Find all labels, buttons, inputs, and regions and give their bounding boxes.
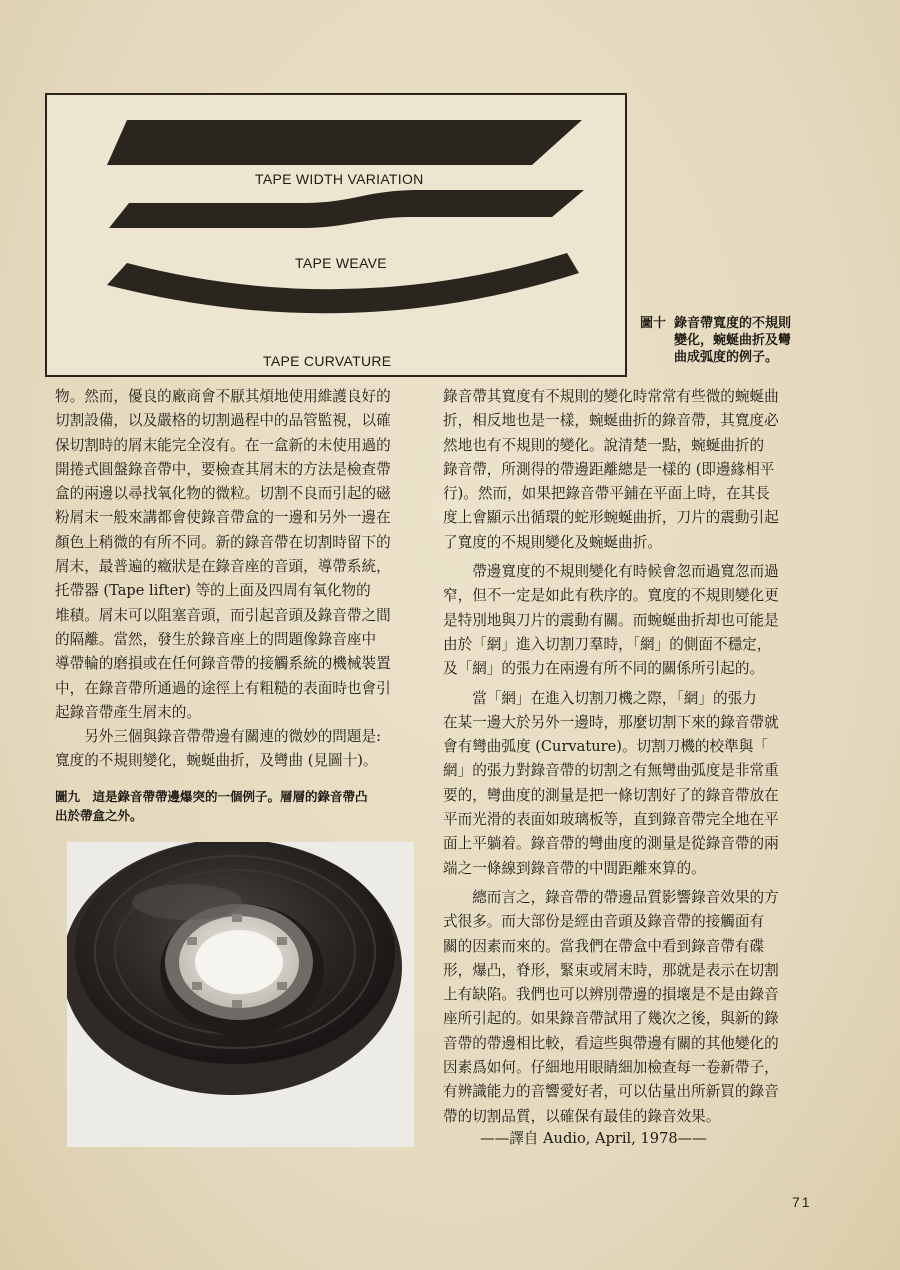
left-column: [55, 385, 412, 774]
text-line: 窄，但不一定是如此有秩序的。寬度的不規則變化更: [443, 587, 779, 605]
text-line: 錄音帶，所測得的帶邊距離總是一樣的 (即邊緣相平: [443, 460, 775, 478]
figure-9-photo: [67, 842, 414, 1147]
text-line: 中，在錄音帶所通過的途徑上有粗糙的表面時也會引: [55, 679, 391, 697]
text-line: 音帶的帶邊相比較，看這些與帶邊有關的其他變化的: [443, 1034, 779, 1052]
left-paragraph-1: [55, 385, 412, 725]
text-line: 當「網」在進入切割刀機之際，「網」的張力: [472, 689, 757, 707]
text-line: 托帶器 (Tape lifter) 等的上面及四周有氧化物的: [55, 582, 371, 600]
text-line: 會有彎曲弧度 (Curvature)。切割刀機的校準與「: [443, 738, 768, 756]
text-line: 導帶輪的磨損或在任何錄音帶的接觸系統的機械裝置: [55, 655, 391, 673]
tape-width-variation-shape: [107, 120, 582, 165]
left-paragraph-2: [55, 725, 412, 774]
text-line: 堆積。屑末可以阻塞音頭，而引起音頭及錄音帶之間: [55, 606, 391, 624]
label-tape-width-variation: TAPE WIDTH VARIATION: [255, 171, 424, 187]
figure-9-caption: [55, 787, 405, 825]
text-line: 關的因素而來的。當我們在帶盒中看到錄音帶有碟: [443, 937, 765, 955]
caption-9-line: 出於帶盒之外。: [55, 808, 143, 823]
text-line: 盒的兩邊以尋找氧化物的微粒。切割不良而引起的磁: [55, 485, 391, 503]
tape-reel-illustration: [67, 842, 414, 1147]
text-line: 網」的張力對錄音帶的切割之有無彎曲弧度是非常重: [443, 762, 779, 780]
right-paragraph-3: [443, 687, 813, 881]
text-line: 因素爲如何。仔細地用眼睛細加檢查每一卷新帶子，: [443, 1059, 779, 1077]
reel-highlight: [132, 884, 242, 920]
text-line: 座所引起的。如果錄音帶試用了幾次之後，與新的錄: [443, 1010, 779, 1028]
tape-shapes-svg: [47, 95, 625, 375]
text-line: 端之一條線到錄音帶的中間距離來算的。: [443, 859, 706, 877]
text-line: 錄音帶其寬度有不規則的變化時常常有些微的蜿蜒曲: [443, 388, 779, 405]
figure-10-caption: [640, 315, 840, 366]
text-line: 保切割時的屑末能完全沒有。在一盒新的未使用過的: [55, 436, 391, 454]
text-line: 寬度的不規則變化，蜿蜒曲折，及彎曲 (見圖十)。: [55, 752, 378, 770]
text-line: 然地也有不規則的變化。說清楚一點，蜿蜒曲折的: [443, 436, 765, 454]
text-line: 的隔離。當然，發生於錄音座上的問題像錄音座中: [55, 630, 377, 648]
text-line: 是特別地與刀片的震動有關。而蜿蜒曲折却也可能是: [443, 611, 779, 629]
text-line: 平而光滑的表面如玻璃板等，直到錄音帶完全地在平: [443, 811, 779, 829]
text-line: 總而言之，錄音帶的帶邊品質影響錄音效果的方: [472, 888, 779, 906]
caption-10-number: 圖十: [640, 316, 667, 331]
text-line: 起錄音帶產生屑末的。: [55, 703, 201, 721]
caption-9-line: 圖九 這是錄音帶帶邊爆突的一個例子。層層的錄音帶凸: [55, 789, 368, 804]
figure-10-diagram: [45, 93, 627, 377]
page-number: 71: [792, 1194, 812, 1210]
text-line: 另外三個與錄音帶帶邊有關連的微妙的問題是:: [84, 728, 381, 746]
text-line: 切割設備，以及嚴格的切割過程中的品管監視，以確: [55, 412, 391, 430]
caption-10-line: 錄音帶寬度的不規則: [674, 316, 792, 331]
text-line: 粉屑末一般來講都會使錄音帶盒的一邊和另外一邊在: [55, 509, 391, 527]
hub-center: [195, 930, 283, 994]
text-line: 屑末，最普遍的癥狀是在錄音座的音頭，導帶系統，: [55, 558, 391, 576]
label-tape-curvature: TAPE CURVATURE: [263, 353, 392, 369]
label-tape-weave: TAPE WEAVE: [295, 255, 387, 271]
text-line: 及「網」的張力在兩邊有所不同的關係所引起的。: [443, 660, 765, 678]
caption-10-line: 變化，蜿蜒曲折及彎: [674, 333, 792, 348]
right-paragraph-1: [443, 385, 813, 555]
text-line: 面上平躺着。錄音帶的彎曲度的測量是從錄音帶的兩: [443, 835, 779, 853]
text-line: 行)。然而，如果把錄音帶平鋪在平面上時，在其長: [443, 485, 770, 503]
right-paragraph-4: [443, 886, 813, 1129]
tape-weave-shape: [109, 190, 584, 228]
right-column: [443, 385, 813, 1129]
text-line: 顏色上稍微的有所不同。新的錄音帶在切割時留下的: [55, 533, 391, 551]
text-line: 度上會顯示出循環的蛇形蜿蜒曲折，刀片的震動引起: [443, 509, 779, 527]
text-line: 了寬度的不規則變化及蜿蜒曲折。: [443, 533, 662, 551]
text-line: 有辨識能力的音響愛好者，可以估量出所新買的錄音: [443, 1083, 779, 1101]
text-line: 由於「網」進入切割刀羣時，「網」的側面不穩定，: [443, 635, 772, 653]
right-paragraph-2: [443, 560, 813, 681]
source-attribution: ——譯自 Audio, April, 1978——: [480, 1130, 707, 1147]
text-line: 折，相反地也是一樣，蜿蜒曲折的錄音帶，其寬度必: [443, 412, 779, 430]
text-line: 帶的切割品質，以確保有最佳的錄音效果。: [443, 1107, 721, 1125]
text-line: 物。然而，優良的廠商會不厭其煩地使用維護良好的: [55, 388, 391, 405]
text-line: 上有缺陷。我們也可以辨別帶邊的損壞是不是由錄音: [443, 986, 779, 1004]
caption-10-line: 曲成弧度的例子。: [674, 350, 779, 365]
text-line: 開捲式圓盤錄音帶中，要檢查其屑末的方法是檢查帶: [55, 460, 391, 478]
text-line: 帶邊寬度的不規則變化有時候會忽而過寬忽而過: [472, 563, 779, 581]
text-line: 要的，彎曲度的測量是把一條切割好了的錄音帶放在: [443, 786, 779, 804]
text-line: 形，爆凸，脊形，緊束或屑末時，那就是表示在切割: [443, 961, 779, 979]
text-line: 式很多。而大部份是經由音頭及錄音帶的接觸面有: [443, 913, 765, 931]
text-line: 在某一邊大於另外一邊時，那麼切割下來的錄音帶就: [443, 713, 779, 731]
